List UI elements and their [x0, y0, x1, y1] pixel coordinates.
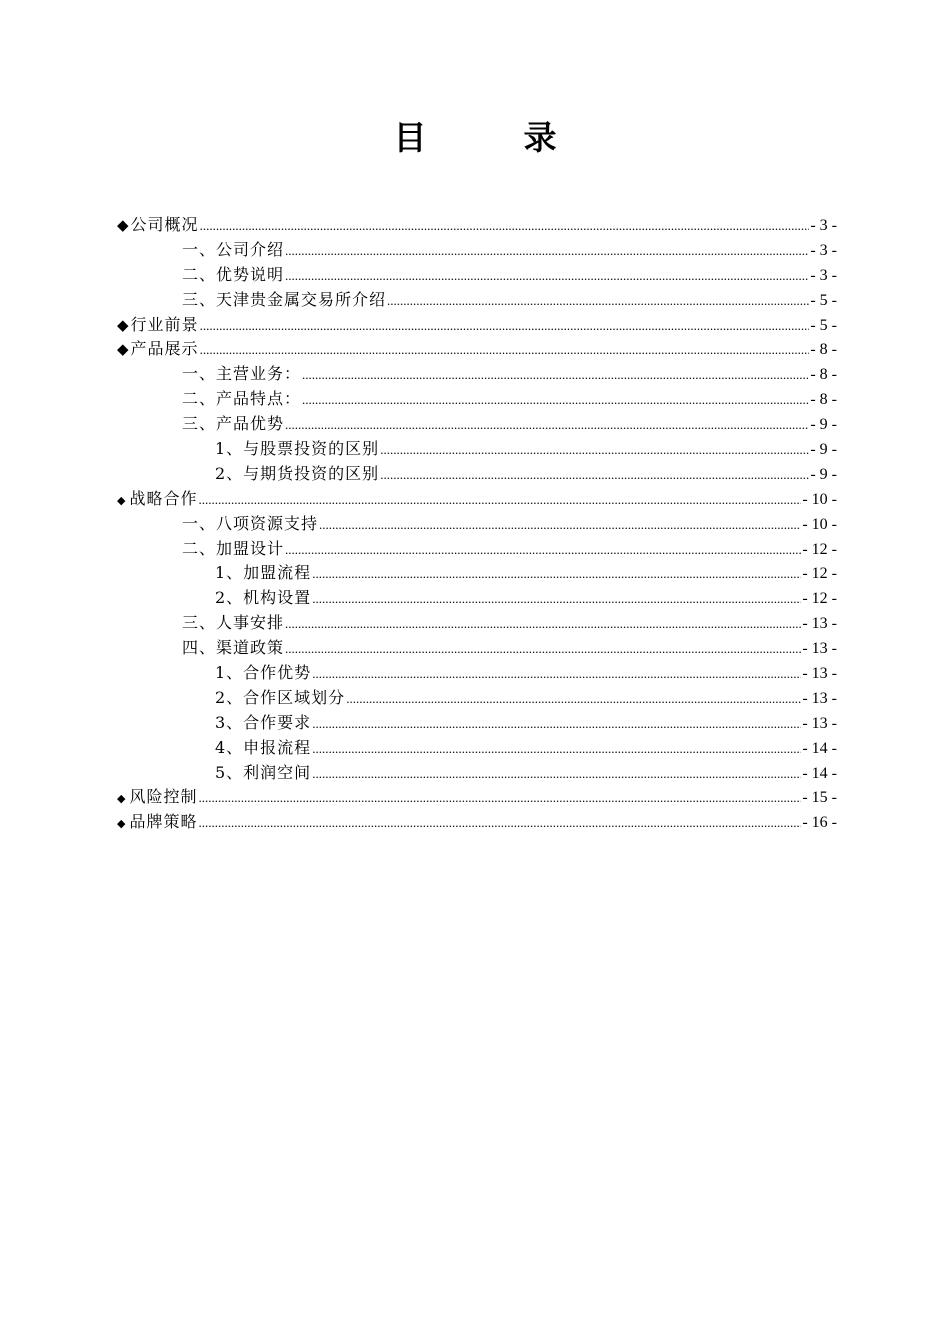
- dot-leader: [200, 314, 810, 339]
- toc-entry[interactable]: [117, 412, 837, 437]
- toc-page-number: - 12 -: [802, 540, 837, 558]
- toc-entry-label: 二、加盟设计: [182, 538, 285, 558]
- toc-entry[interactable]: [117, 586, 837, 611]
- toc-entry-label: 一、公司介绍: [182, 239, 285, 259]
- toc-page-number: - 12 -: [802, 565, 837, 583]
- dot-leader: [285, 538, 801, 563]
- page-title: 目 录: [393, 118, 589, 157]
- toc-page-number: - 3 -: [810, 217, 837, 234]
- toc-entry-label: 3、合作要求: [215, 712, 312, 732]
- dot-leader: [302, 388, 809, 413]
- dot-leader: [346, 687, 801, 712]
- toc-page-number: - 12 -: [802, 590, 837, 608]
- toc-page-number: - 9 -: [810, 441, 837, 459]
- toc-entry-label: 二、产品特点：: [182, 389, 302, 409]
- toc-page-number: - 5 -: [810, 291, 837, 309]
- toc-entry[interactable]: [117, 561, 837, 586]
- toc-entry[interactable]: [117, 263, 837, 288]
- dot-leader: [200, 214, 810, 239]
- dot-leader: [198, 488, 801, 513]
- toc-entry-text: 战略合作: [129, 488, 198, 508]
- toc-entry-label: 1、合作优势: [215, 663, 312, 683]
- toc-entry-text: 公司概况: [130, 215, 199, 234]
- toc-page-number: - 13 -: [802, 640, 837, 658]
- toc-entry-label: 一、八项资源支持: [182, 513, 319, 533]
- toc-entry[interactable]: [117, 761, 837, 786]
- toc-page-number: - 13 -: [802, 714, 837, 732]
- toc-page-number: - 13 -: [802, 615, 837, 633]
- toc-entry[interactable]: [117, 661, 837, 686]
- toc-entry-label: [117, 313, 199, 338]
- dot-leader: [312, 587, 801, 612]
- toc-entry[interactable]: [117, 313, 837, 338]
- toc-page-number: - 13 -: [802, 665, 837, 683]
- toc-page-number: - 14 -: [802, 739, 837, 757]
- toc-entry-text: 品牌策略: [129, 812, 198, 832]
- diamond-bullet-icon: ◆: [117, 340, 130, 359]
- dot-leader: [312, 737, 801, 762]
- toc-entry[interactable]: [117, 462, 837, 487]
- toc-entry[interactable]: [117, 785, 837, 810]
- toc-entry[interactable]: [117, 387, 837, 412]
- toc-entry-label: 三、产品优势: [182, 414, 285, 434]
- toc-entry[interactable]: [117, 537, 837, 562]
- toc-page-number: - 10 -: [802, 515, 837, 533]
- dot-leader: [319, 513, 801, 538]
- toc-entry-label: 三、天津贵金属交易所介绍: [182, 289, 387, 309]
- toc-entry[interactable]: [117, 810, 837, 835]
- diamond-bullet-icon: ◆: [117, 817, 127, 831]
- toc-entry-label: [117, 337, 199, 362]
- toc-entry-label: [117, 810, 197, 837]
- toc-entry[interactable]: [117, 337, 837, 362]
- toc-entry-label: 二、优势说明: [182, 264, 285, 284]
- toc-page-number: - 8 -: [810, 341, 837, 359]
- toc-entry-label: 一、主营业务：: [182, 364, 302, 384]
- toc-page-number: - 13 -: [802, 689, 837, 707]
- toc-page-number: - 9 -: [810, 465, 837, 483]
- dot-leader: [312, 712, 801, 737]
- dot-leader: [312, 762, 801, 787]
- toc-page-number: - 8 -: [810, 366, 837, 384]
- dot-leader: [312, 662, 801, 687]
- toc-page-number: - 3 -: [810, 266, 837, 284]
- dot-leader: [285, 612, 801, 637]
- toc-page-number: - 10 -: [802, 490, 837, 508]
- dot-leader: [200, 338, 810, 363]
- toc-entry-label: 5、利润空间: [215, 762, 312, 782]
- toc-entry-label: [117, 487, 197, 514]
- toc-page-number: - 15 -: [802, 789, 837, 807]
- toc-entry-label: 三、人事安排: [182, 613, 285, 633]
- toc-entry[interactable]: [117, 512, 837, 537]
- toc-entry[interactable]: [117, 362, 837, 387]
- toc-entry[interactable]: [117, 437, 837, 462]
- dot-leader: [285, 413, 809, 438]
- toc-entry[interactable]: [117, 288, 837, 313]
- dot-leader: [387, 289, 809, 314]
- dot-leader: [312, 562, 801, 587]
- toc-entry[interactable]: [117, 213, 837, 238]
- toc-entry[interactable]: [117, 736, 837, 761]
- toc-page-number: - 3 -: [810, 241, 837, 259]
- toc-entry[interactable]: [117, 686, 837, 711]
- toc-entry[interactable]: [117, 487, 837, 512]
- dot-leader: [198, 786, 801, 811]
- dot-leader: [285, 637, 801, 662]
- toc-entry-text: 产品展示: [130, 339, 199, 359]
- toc-entry-label: 1、与股票投资的区别: [215, 439, 380, 459]
- toc-entry[interactable]: [117, 711, 837, 736]
- toc-entry[interactable]: [117, 636, 837, 661]
- toc-entry-label: 2、机构设置: [215, 588, 312, 608]
- toc-page-number: - 8 -: [810, 391, 837, 409]
- toc-entry[interactable]: [117, 238, 837, 263]
- toc-entry-label: 四、渠道政策: [182, 638, 285, 658]
- toc-page-number: - 16 -: [802, 814, 837, 832]
- table-of-contents: [117, 213, 837, 835]
- toc-page-number: - 9 -: [810, 416, 837, 434]
- toc-entry[interactable]: [117, 611, 837, 636]
- dot-leader: [285, 239, 809, 264]
- dot-leader: [198, 811, 801, 836]
- dot-leader: [380, 463, 809, 488]
- toc-entry-text: 风险控制: [129, 787, 198, 807]
- toc-entry-label: 4、申报流程: [215, 737, 312, 757]
- toc-page-number: - 5 -: [810, 316, 837, 334]
- toc-entry-label: 1、加盟流程: [215, 563, 312, 583]
- diamond-bullet-icon: ◆: [117, 216, 130, 234]
- toc-entry-label: [117, 213, 199, 238]
- toc-entry-text: 行业前景: [130, 314, 199, 334]
- diamond-bullet-icon: ◆: [117, 315, 130, 334]
- toc-entry-label: 2、合作区域划分: [215, 687, 346, 707]
- dot-leader: [302, 363, 809, 388]
- toc-entry-label: [117, 785, 197, 812]
- diamond-bullet-icon: ◆: [117, 792, 127, 806]
- dot-leader: [285, 264, 809, 289]
- dot-leader: [380, 438, 809, 463]
- toc-entry-label: 2、与期货投资的区别: [215, 463, 380, 483]
- diamond-bullet-icon: ◆: [117, 493, 127, 507]
- toc-page-number: - 14 -: [802, 764, 837, 782]
